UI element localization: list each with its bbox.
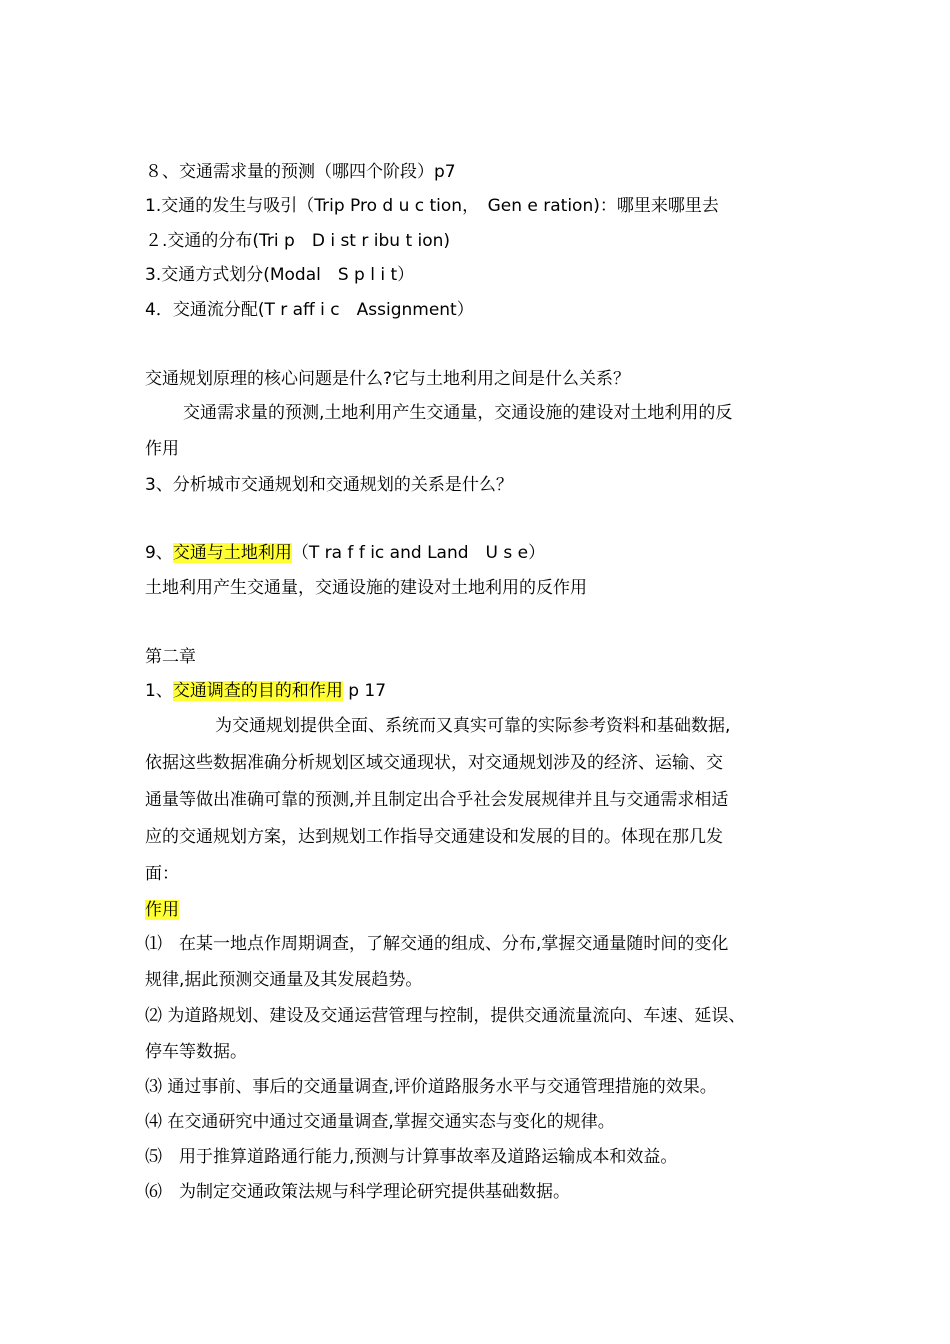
role-4: ⑷ 在交通研究中通过交通量调查,掌握交通实态与变化的规律。 <box>145 1112 615 1132</box>
section9-title-rest: （T ra f f ic and Land U s e） <box>291 543 546 563</box>
roles-label <box>145 898 179 922</box>
section8-heading: ８、交通需求量的预测（哪四个阶段）p7 <box>145 162 456 182</box>
section9-title-highlight: 交通与土地利用 <box>172 543 292 563</box>
section9-prefix: 9、 <box>145 543 173 563</box>
role-6: ⑹ 为制定交通政策法规与科学理论研究提供基础数据。 <box>145 1182 570 1202</box>
purpose-line-3: 通量等做出准确可靠的预测,并且制定出合乎社会发展规律并且与交通需求相适 <box>145 790 729 810</box>
chapter2-item1 <box>145 679 386 703</box>
role-1: ⑴ 在某一地点作周期调查，了解交通的组成、分布,掌握交通量随时间的变化 <box>145 934 729 954</box>
purpose-line-1: 为交通规划提供全面、系统而又真实可靠的实际参考资料和基础数据, <box>215 716 731 736</box>
section9-body: 土地利用产生交通量，交通设施的建设对土地利用的反作用 <box>145 578 587 598</box>
purpose-line-2: 依据这些数据准确分析规划区域交通现状，对交通规划涉及的经济、运输、交 <box>145 753 723 773</box>
item1-page: p 17 <box>348 681 387 701</box>
roles-label-highlight: 作用 <box>145 900 179 920</box>
stage-1: 1.交通的发生与吸引（Trip Pro d u c tion， Gen e ration)：哪里来哪里去 <box>145 196 719 216</box>
section9-heading <box>145 541 545 565</box>
core-answer-line1: 交通需求量的预测,土地利用产生交通量，交通设施的建设对土地利用的反 <box>183 403 733 423</box>
purpose-line-4: 应的交通规划方案，达到规划工作指导交通建设和发展的目的。体现在那几发 <box>145 827 723 847</box>
role-2: ⑵ 为道路规划、建设及交通运营管理与控制，提供交通流量流向、车速、延误、 <box>145 1006 746 1026</box>
purpose-line-5: 面： <box>145 864 179 884</box>
core-answer-line2: 作用 <box>145 439 179 459</box>
chapter-title: 第二章 <box>145 647 196 667</box>
role-2-cont: 停车等数据。 <box>145 1042 247 1062</box>
role-5: ⑸ 用于推算道路通行能力,预测与计算事故率及道路运输成本和效益。 <box>145 1147 678 1167</box>
stage-4: 4．交通流分配(T r aff i c Assignment） <box>145 300 474 320</box>
role-3: ⑶ 通过事前、事后的交通量调查,评价道路服务水平与交通管理措施的效果。 <box>145 1077 717 1097</box>
core-question: 交通规划原理的核心问题是什么?它与土地利用之间是什么关系？ <box>145 369 631 389</box>
stage-3: 3.交通方式划分(Modal S p l i t） <box>145 265 415 285</box>
question-3: 3、分析城市交通规划和交通规划的关系是什么？ <box>145 475 513 495</box>
role-1-cont: 规律,据此预测交通量及其发展趋势。 <box>145 970 423 990</box>
stage-2: ２.交通的分布(Tri p D i st r ibu t ion) <box>145 231 451 251</box>
item1-highlight: 交通调查的目的和作用 <box>172 681 343 701</box>
item1-prefix: 1、 <box>145 681 173 701</box>
